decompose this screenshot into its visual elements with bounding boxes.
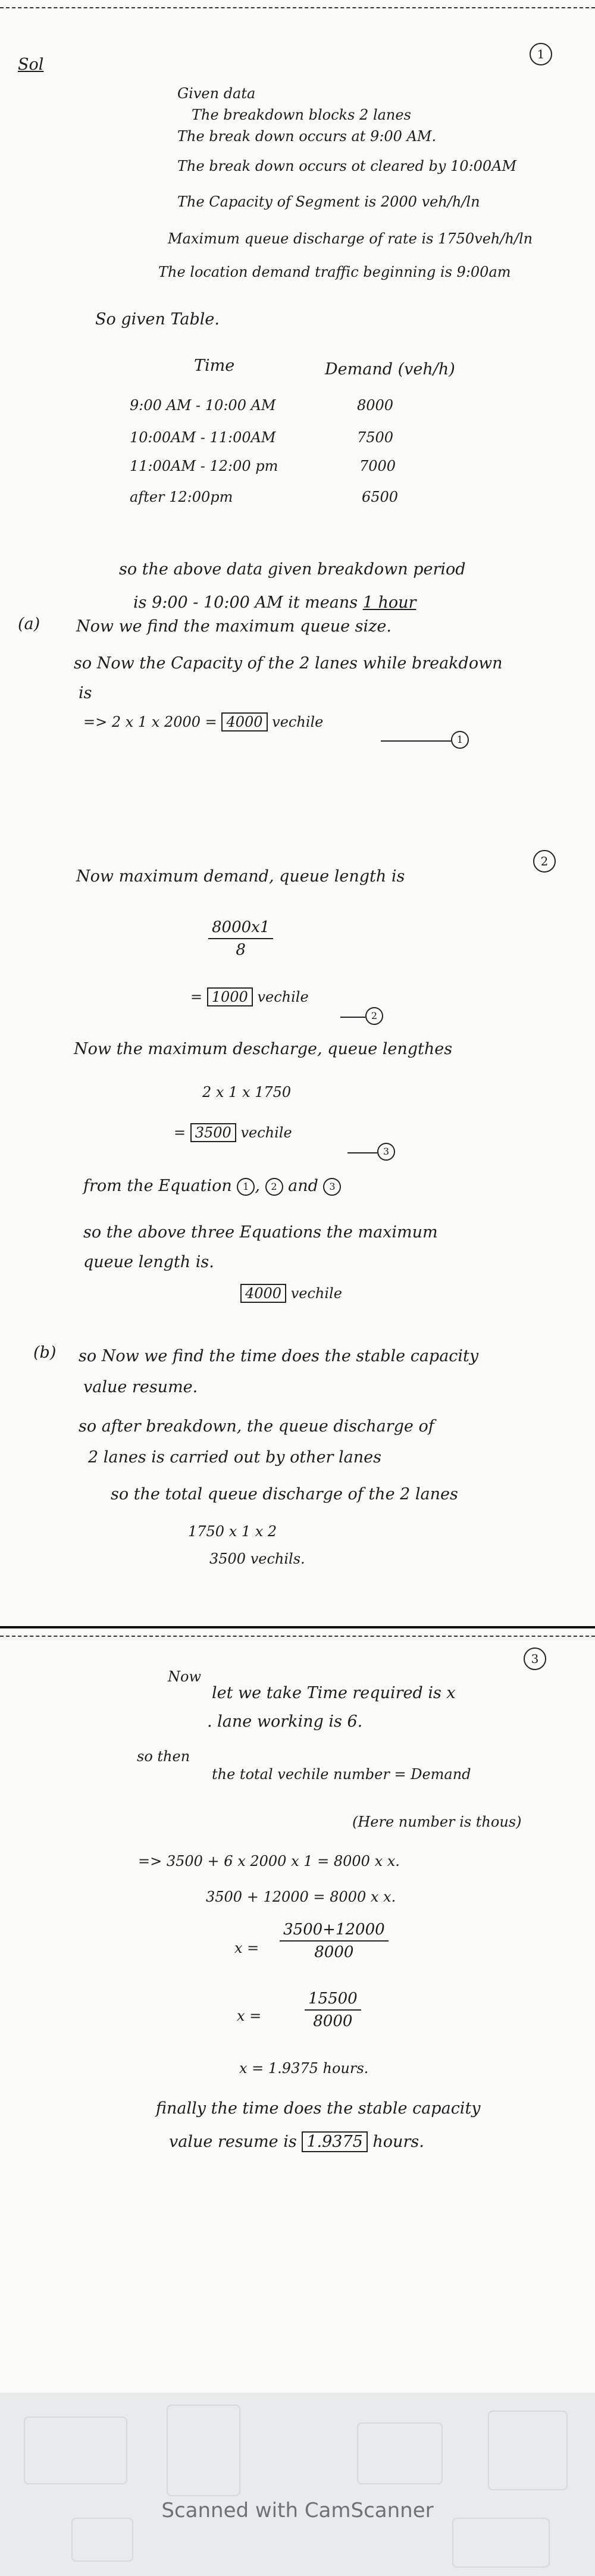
table-header-time: Time	[194, 357, 235, 375]
given-line-2: The breakdown blocks 2 lanes	[192, 107, 411, 123]
breakdown-line-1: so the above data given breakdown period	[119, 560, 466, 579]
equation-1-unit: vechile	[272, 714, 324, 730]
equation-2	[190, 987, 309, 1007]
x-fraction-2-denominator: 8000	[313, 2012, 353, 2030]
conclusion-line-2: queue length is.	[83, 1253, 214, 1271]
equation-1-number: 1	[451, 731, 469, 749]
part-a-label: (a)	[18, 615, 40, 633]
max-queue-unit: vechile	[290, 1285, 342, 1302]
let-line-1: let we take Time required is x	[212, 1684, 456, 1702]
watermark-shape	[24, 2416, 127, 2484]
table-row-3-demand: 7000	[359, 458, 396, 474]
table-row-1-time: 9:00 AM - 10:00 AM	[130, 397, 276, 414]
watermark-shape	[357, 2422, 443, 2484]
equation-3-equals: =	[174, 1124, 186, 1141]
fraction-numerator: 8000x1	[208, 917, 273, 939]
page-3-marker: 3	[524, 1647, 546, 1670]
here-note: (Here number is thous)	[352, 1814, 522, 1830]
equation-1-underline	[381, 740, 451, 742]
discharge-expression: 2 x 1 x 1750	[202, 1084, 292, 1101]
equation-2-result: 1000	[207, 987, 253, 1006]
fraction-denominator: 8	[236, 941, 246, 959]
ref-equation-1: 1	[237, 1178, 255, 1196]
table-row-1-demand: 8000	[357, 397, 394, 414]
total-discharge-result: 3500 vechils.	[209, 1550, 305, 1567]
x-fraction-1-numerator: 3500+12000	[280, 1919, 389, 1942]
total-discharge-line: so the total queue discharge of the 2 lanes	[111, 1485, 458, 1503]
equation-1-result: 4000	[221, 712, 267, 731]
given-line-3: The break down occurs at 9:00 AM.	[177, 128, 437, 145]
part-b-question-2: value resume.	[83, 1378, 198, 1396]
page-divider-dashed	[0, 1636, 595, 1637]
breakdown-duration: 1 hour	[362, 593, 416, 612]
final-text: value resume is	[169, 2133, 297, 2151]
page-divider	[0, 1626, 595, 1628]
given-line-4: The break down occurs ot cleared by 10:00AM	[177, 158, 517, 174]
x-eq-2-prefix: x =	[237, 2008, 262, 2024]
final-line-1: finally the time does the stable capacity	[156, 2099, 481, 2118]
let-line-2: . lane working is 6.	[207, 1712, 363, 1731]
so-then: so then	[137, 1748, 190, 1765]
breakdown-line-2-text: is 9:00 - 10:00 AM it means	[133, 593, 358, 612]
page-2	[0, 784, 595, 1636]
equation-2-unit: vechile	[257, 989, 309, 1005]
max-demand-line: Now maximum demand, queue length is	[76, 867, 405, 886]
watermark-shape	[488, 2411, 568, 2490]
total-vehicle-line: the total vechile number = Demand	[212, 1766, 471, 1783]
max-queue-value: 4000	[240, 1284, 286, 1303]
table-row-2-time: 10:00AM - 11:00AM	[130, 429, 276, 446]
x-fraction-1-denominator: 8000	[314, 1943, 354, 1961]
ref-equation-2: 2	[265, 1178, 283, 1196]
after-breakdown-2: 2 lanes is carried out by other lanes	[88, 1448, 382, 1467]
equation-3-number: 3	[377, 1143, 395, 1161]
equation-b: 3500 + 12000 = 8000 x x.	[206, 1889, 396, 1905]
final-result: 1.9375	[302, 2131, 367, 2152]
after-breakdown-1: so after breakdown, the queue discharge of	[79, 1417, 434, 1436]
top-edge-line	[0, 7, 595, 8]
table-row-4-demand: 6500	[362, 489, 399, 505]
ref-equation-3: 3	[323, 1178, 341, 1196]
camscanner-label: Scanned with CamScanner	[161, 2499, 434, 2522]
max-queue-result	[240, 1283, 342, 1303]
solution-label: Sol	[18, 55, 44, 74]
part-b-question-1: so Now we find the time does the stable capacity	[79, 1347, 479, 1365]
equation-1-lhs: => 2 x 1 x 2000 =	[83, 714, 217, 730]
equation-3	[174, 1123, 292, 1143]
breakdown-line-2	[133, 593, 416, 613]
scanner-footer	[0, 2393, 595, 2576]
x-fraction-1	[280, 1919, 389, 1963]
max-demand-fraction	[208, 917, 273, 961]
part-b-label: (b)	[33, 1343, 57, 1362]
equation-2-underline	[340, 1017, 365, 1018]
equation-a: => 3500 + 6 x 2000 x 1 = 8000 x x.	[138, 1853, 400, 1870]
conclusion-line-1: so the above three Equations the maximum	[83, 1223, 438, 1242]
given-line-1: Given data	[177, 85, 256, 102]
max-discharge-line: Now the maximum descharge, queue lengthes	[74, 1040, 453, 1058]
given-line-6: Maximum queue discharge of rate is 1750veh/h/ln	[168, 230, 533, 247]
equation-3-unit: vechile	[240, 1124, 292, 1141]
given-line-7: The location demand traffic beginning is 9:00am	[158, 264, 511, 280]
x-fraction-2	[305, 1988, 361, 2032]
table-row-3-time: 11:00AM - 12:00 pm	[130, 458, 278, 474]
table-header-demand: Demand (veh/h)	[325, 360, 455, 379]
given-line-5: The Capacity of Segment is 2000 veh/h/ln	[177, 193, 480, 210]
equation-1	[83, 712, 323, 732]
table-intro: So given Table.	[95, 310, 220, 329]
from-equations-text: from the Equation	[83, 1177, 232, 1195]
capacity-line-2: is	[79, 684, 92, 702]
page-1	[0, 0, 595, 784]
page-2-marker: 2	[533, 850, 556, 873]
watermark-shape	[71, 2518, 133, 2562]
equation-2-equals: =	[190, 989, 203, 1005]
table-row-4-time: after 12:00pm	[130, 489, 233, 505]
watermark-shape	[452, 2518, 550, 2568]
capacity-line-1: so Now the Capacity of the 2 lanes while breakdown	[74, 654, 503, 673]
page-3	[0, 1640, 595, 2393]
equation-3-result: 3500	[190, 1123, 236, 1142]
x-result: x = 1.9375 hours.	[239, 2060, 369, 2077]
x-fraction-2-numerator: 15500	[305, 1988, 361, 2011]
table-row-2-demand: 7500	[357, 429, 394, 446]
now-label: Now	[168, 1668, 201, 1685]
page-1-marker: 1	[530, 43, 552, 65]
total-discharge-expr: 1750 x 1 x 2	[188, 1523, 277, 1540]
equation-3-underline	[347, 1152, 377, 1153]
final-unit: hours.	[372, 2133, 424, 2151]
watermark-shape	[167, 2405, 240, 2496]
x-eq-1-prefix: x =	[234, 1940, 259, 1956]
from-and: and	[288, 1177, 318, 1195]
equation-2-number: 2	[365, 1007, 383, 1025]
final-line-2	[169, 2132, 424, 2152]
from-equations-line: from the Equation 1 , 2 and 3	[83, 1176, 341, 1196]
part-a-question: Now we find the maximum queue size.	[76, 617, 392, 636]
